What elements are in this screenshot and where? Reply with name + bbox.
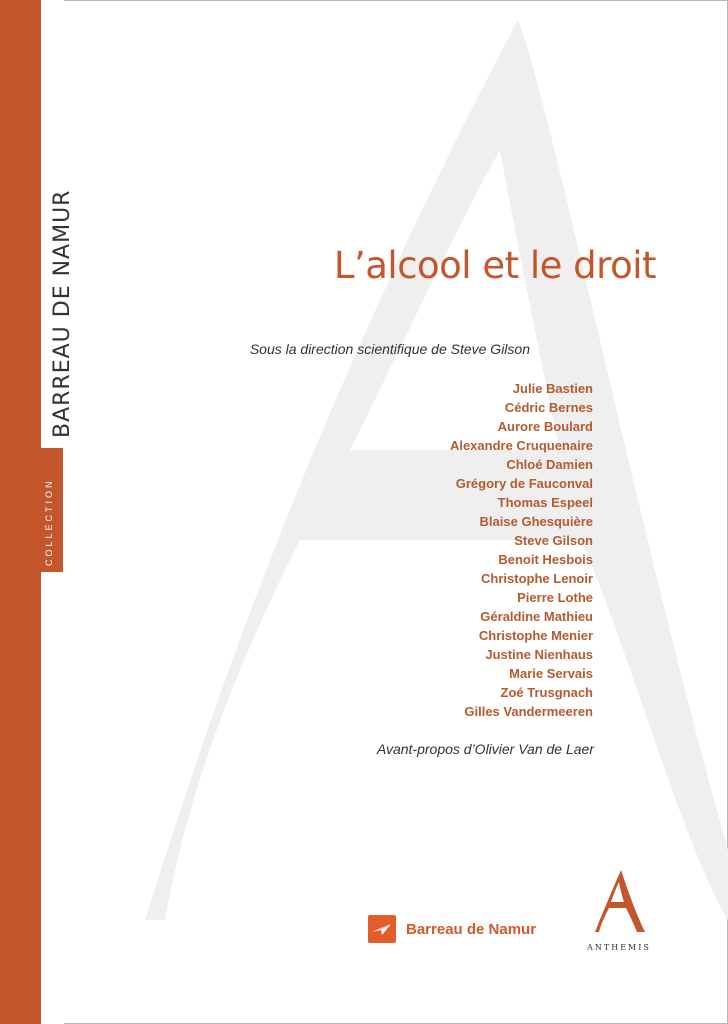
publisher-name: ANTHEMIS	[587, 943, 651, 952]
side-band	[0, 0, 41, 1024]
author-item: Blaise Ghesquière	[479, 514, 593, 529]
direction-line: Sous la direction scientifique de Steve Gilson	[249, 341, 530, 357]
author-item: Aurore Boulard	[497, 419, 593, 434]
author-item: Thomas Espeel	[497, 495, 593, 510]
collection-label: COLLECTION	[44, 478, 54, 566]
author-item: Benoit Hesbois	[498, 552, 593, 567]
publisher-logo-block	[580, 868, 658, 952]
author-item: Cédric Bernes	[504, 400, 593, 415]
author-list	[450, 379, 593, 721]
author-item: Zoé Trusgnach	[500, 685, 593, 700]
arrow-plane-icon	[368, 915, 396, 943]
author-item: Chloé Damien	[506, 457, 593, 472]
author-item: Steve Gilson	[514, 533, 593, 548]
book-title: L’alcool et le droit	[333, 244, 656, 287]
author-item: Pierre Lothe	[517, 590, 593, 605]
author-item: Marie Servais	[509, 666, 593, 681]
author-item: Justine Nienhaus	[485, 647, 593, 662]
author-item: Christophe Lenoir	[481, 571, 593, 586]
author-item: Christophe Menier	[478, 628, 593, 643]
author-item: Gilles Vandermeeren	[464, 704, 593, 719]
partner-name: Barreau de Namur	[406, 920, 537, 938]
foreword-line: Avant-propos d’Olivier Van de Laer	[376, 741, 594, 757]
partner-logo-block	[368, 915, 536, 943]
author-item: Alexandre Cruquenaire	[449, 438, 593, 453]
series-title: BARREAU DE NAMUR	[50, 189, 75, 438]
background-a-watermark	[120, 20, 728, 960]
author-item: Géraldine Mathieu	[480, 609, 593, 624]
author-item: Grégory de Fauconval	[455, 476, 593, 491]
anthemis-a-logo	[591, 868, 647, 936]
author-item: Julie Bastien	[512, 381, 593, 396]
